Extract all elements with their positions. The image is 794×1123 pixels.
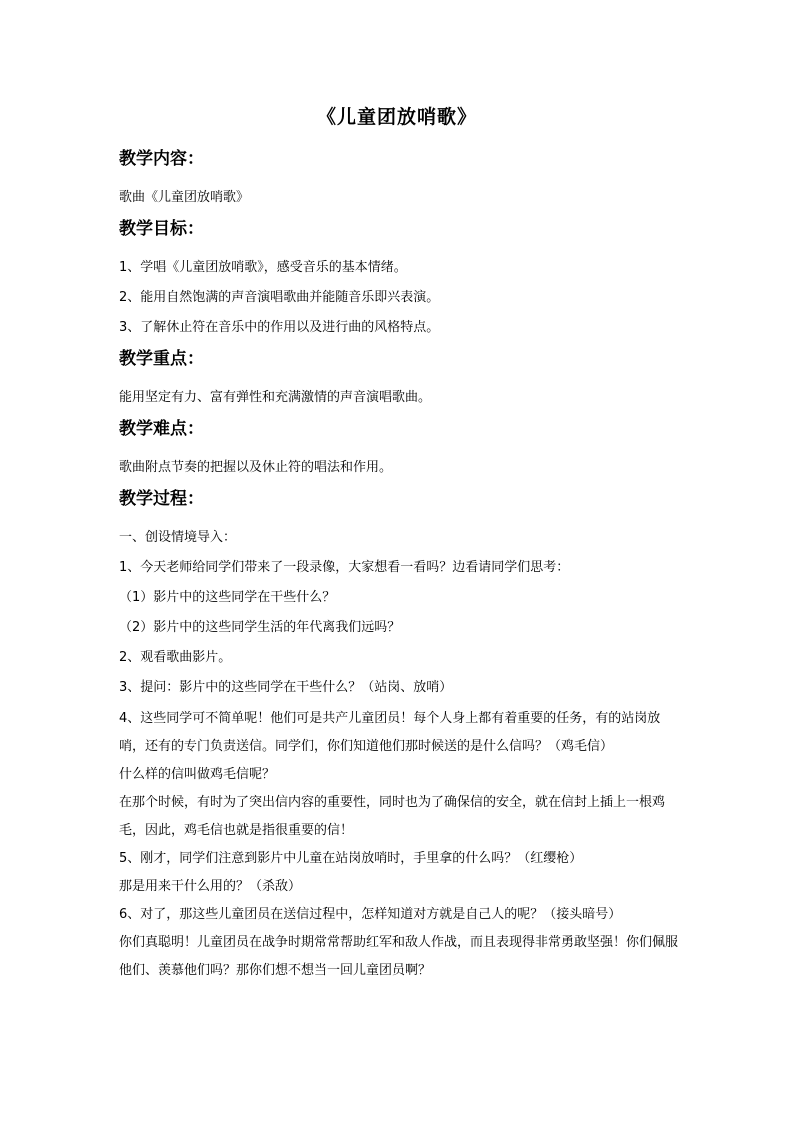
document-title: 《儿童团放哨歌》 — [316, 106, 477, 128]
process-line: （1）影片中的这些同学在干些什么？ — [119, 590, 336, 605]
goal-item: 2、能用自然饱满的声音演唱歌曲并能随音乐即兴表演。 — [119, 290, 440, 305]
process-line: 1、今天老师给同学们带来了一段录像，大家想看一看吗？边看请同学们思考： — [119, 560, 570, 575]
process-line: （2）影片中的这些同学生活的年代离我们远吗？ — [119, 620, 401, 635]
heading-teaching-content: 教学内容： — [119, 149, 204, 169]
heading-key-points: 教学重点： — [119, 349, 204, 369]
process-paragraph-4: 4、这些同学可不简单呢！他们可是共产儿童团员！每个人身上都有着重要的任务，有的站岗放哨，还有的专门负责送信。同学们，你们知道他们那时候送的是什么信吗？（鸡毛信） — [119, 711, 661, 754]
process-line: 5、刚才，同学们注意到影片中儿童在站岗放哨时，手里拿的什么吗？（红缨枪） — [119, 851, 583, 866]
process-line: 2、观看歌曲影片。 — [119, 650, 232, 665]
teaching-content-text: 歌曲《儿童团放哨歌》 — [119, 190, 250, 205]
goal-item: 1、学唱《儿童团放哨歌》，感受音乐的基本情绪。 — [119, 260, 407, 275]
heading-teaching-goals: 教学目标： — [119, 219, 204, 239]
process-line: 3、提问：影片中的这些同学在干些什么？（站岗、放哨） — [119, 680, 453, 695]
process-paragraph-final: 你们真聪明！儿童团员在战争时期常常帮助红军和敌人作战，而且表现得非常勇敢坚强！你们佩服他们、羡慕他们吗？那你们想不想当一回儿童团员啊？ — [119, 935, 679, 978]
difficulties-text: 歌曲附点节奏的把握以及休止符的唱法和作用。 — [119, 460, 393, 475]
process-line: 什么样的信叫做鸡毛信呢？ — [119, 767, 276, 782]
heading-teaching-process: 教学过程： — [119, 489, 204, 509]
process-line: 一、创设情境导入： — [119, 530, 237, 545]
goal-item: 3、了解休止符在音乐中的作用以及进行曲的风格特点。 — [119, 320, 440, 335]
key-points-text: 能用坚定有力、富有弹性和充满激情的声音演唱歌曲。 — [119, 390, 432, 405]
process-line: 那是用来干什么用的？（杀敌） — [119, 879, 302, 894]
process-paragraph-chicken-letter: 在那个时候，有时为了突出信内容的重要性，同时也为了确保信的安全，就在信封上插上一根鸡毛，因此，鸡毛信也就是指很重要的信！ — [119, 795, 666, 838]
heading-difficulties: 教学难点： — [119, 419, 204, 439]
process-line: 6、对了，那这些儿童团员在送信过程中，怎样知道对方就是自己人的呢？（接头暗号） — [119, 907, 622, 922]
document-body — [119, 145, 679, 985]
